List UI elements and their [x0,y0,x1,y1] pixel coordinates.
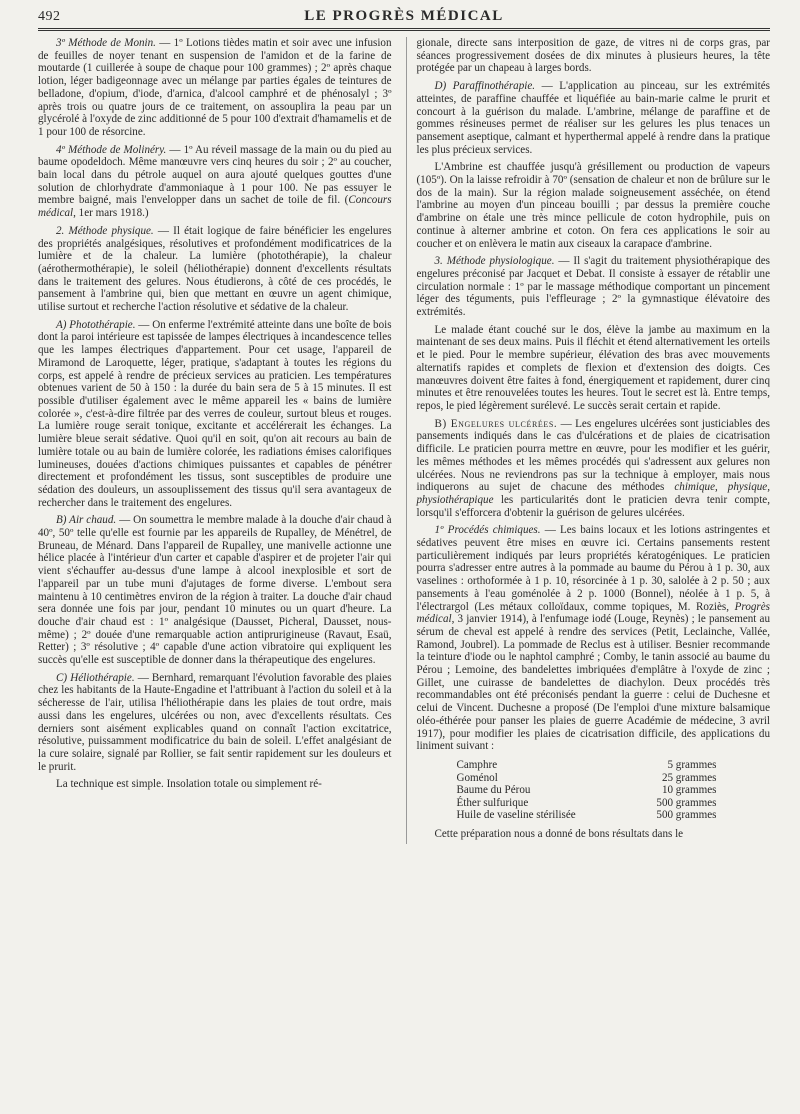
recipe-quantity: 5 grammes [667,758,717,771]
text-engelures-ulcerees: — Les engelures ulcérées sont justiciables des pansements indiqués dans le cas d'ulcérations et de plaies de cicatrisation difficile. Le praticien pourra mettre en œuvre, pour les modifier et les guérir, les mêmes méthodes et les mêmes procédés qui s'adressent aux gelures non ulcérées. Nous ne reviendrons pas sur la technique à employer, mais nous indiquerons au sujet de chacune des méthodes [416,417,771,494]
text-methodes-italic: chimique, physique, physiothérapique [416,481,770,506]
paragraph-malade-couche [416,324,770,413]
text-continuation: gionale, directe sans interposition de gaze, de vitres ni de corps gras, par séances progressivement dosées de dix minutes à plusieurs heures, la tête protégée par un chapeau à larges bords. [416,37,770,75]
recipe-ingredient: Baume du Pérou [456,784,531,797]
recipe-quantity: 500 grammes [656,809,717,822]
paragraph-monin [38,37,392,139]
heading-engelures-ulcerees: B) Engelures ulcérées. [434,417,558,430]
text-molinery-end: , 1er mars 1918.) [73,207,149,220]
recipe-row [456,797,716,810]
paragraph-air-chaud [38,514,392,666]
recipe-ingredient: Éther sulfurique [456,796,529,809]
text-malade-couche: Le malade étant couché sur le dos, élève la jambe au maximum en la maintenant de ses deux mains. Puis il fléchit et étend alternativement les orteils et le pied. Pour le membre supérieur, élévation des bras avec mouvements alternatifs rapides et complets de flexion et d'extension des doigts. Ces manœuvres doivent être faites à fond, énergiquement et rapidement, durer cinq minutes et être renouvelées toutes les heures. Tout le secret est là. Entre temps, repos, le pied légèrement surélevé. Le succès serait certain et rapide. [416,323,770,412]
heading-air-chaud: B) Air chaud. [56,514,117,527]
citation-concours: Concours médical [38,194,392,220]
two-column-body [38,37,770,844]
text-air-chaud: — On soumettra le membre malade à la douche d'air chaud à 40º, 50º telle qu'elle est fournie par les appareils de Rupalley, de Ménétrel, de Bruneau, de Ménard. Dans l'appareil de Rupalley, une manivelle actionne une hélice placée à l'intérieur d'un carter et capable d'aspirer et de projeter l'air qui vient s'échauffer au-dessus d'une lampe à alcool inexplosible et sort de l'appareil par un tube muni d'ajutages de forme diverse. L'embout sera maintenu à 10 centimètres environ de la région à traiter. La douche d'air chaud sera donnée une fois par jour, pendant 10 minutes ou un quart d'heure. La douche d'air chaud est : 1º analgésique (Dausset, Picheral, Dausset, nous-même) ; 2º douée d'une remarquable action antiprurigineuse (Ravaut, Esaü, Retter) ; 3º résolutive ; 4º capable d'une action vibratoire qui expliquent les succès qu'elle est susceptible de donner dans la thérapeutique des engelures. [38,514,392,667]
running-header [38,6,770,31]
text-phototherapie: — On enferme l'extrémité atteinte dans une boîte de bois dont la paroi intérieure est tapissée de lampes électriques à incandescence telles que les lampes électriques d'appartement. Pour cet usage, l'appareil de Miramond de Laroquette, léger, pratique, s'adaptant à toutes les régions du corps, est appelé à rendre de précieux services au praticien. Les températures obtenues varient de 50 à 150 : la durée du bain sera de 5 à 15 minutes. Il est possible d'utiliser également avec le même appareil les « bains de lumière colorée », c'est-à-dire filtrée par des verres de couleur, surtout bleus et rouges. La lumière rouge serait tonique, excitante et accélérerait les échanges. La lumière bleue serait sédative. Quoi qu'il en soit, qu'on ait recours au bain de lumière totale ou au bain de lumière colorée, les radiations émises calorifiques lumineuses, douées d'actions chimiques puissantes et capables de pénétrer directement et profondément les tissus, sont susceptibles de produire une sédation des douleurs, un assouplissement des tissus qu'il sera avantageux de rechercher dans le traitement des engelures. [38,318,392,509]
left-column [38,37,400,844]
text-molinery: — 1º Au réveil massage de la main ou du pied au baume opodeldoch. Même manœuvre vers cinq heures du soir ; 2º au coucher, bain local dans du pétrole auquel on aura ajouté quelques gouttes d'une solution de chlorhydrate d'ammoniaque à 1 pour 100. Ne pas essuyer le membre baigné, mais l'envelopper dans un sachet de toile de fil. ( [38,143,392,207]
paragraph-paraffinotherapie [416,80,770,156]
paragraph-continuation [416,37,770,75]
text-engelures-ulcerees-end: les particularités dont le praticien devra tenir compte, lorsqu'il s'efforcera d'obtenir la guérison de gelures ulcérées. [416,493,770,519]
recipe-quantity: 500 grammes [656,796,717,809]
paragraph-phototherapie [38,319,392,510]
text-preparation: Cette préparation nous a donné de bons résultats dans le [434,827,684,840]
recipe-ingredient: Goménol [456,771,498,784]
text-ambrine: L'Ambrine est chauffée jusqu'à grésillement ou production de vapeurs (105º). On la laisse refroidir à 70º (sensation de chaleur et non de brûlure sur le dos de la main). Sur la région malade soigneusement asséchée, on étend l'ambrine au moyen d'un pinceau bouilli ; par dessus la première couche d'ambrine on étale une très mince pellicule de coton hydrophile, puis on continue à alterner ambrine et coton. On fera ces applications le soir au coucher et on enlèvera le matin aux ciseaux la carapace d'ambrine. [416,161,770,250]
text-monin: — 1º Lotions tièdes matin et soir avec une infusion de feuilles de noyer tenant en suspension de l'amidon et de la farine de moutarde (1 cuillerée à soupe de chaque pour 100 grammes) ; 2º après chaque lotion, léger badigeonnage avec un mélange par parties égales de teintures de belladone, d'opium, d'iode, d'arnica, d'alcool camphré et de phénosalyl ; 3º après trois ou quatre jours de ce traitement, on assouplira la peau par un glycérolé à l'oxyde de zinc additionné de 5 pour 100 d'extrait d'hamamelis et de 1 pour 100 de résorcine. [38,37,392,138]
paragraph-preparation [416,828,770,841]
column-divider [406,37,407,844]
text-paraffinotherapie: — L'application au pinceau, sur les extrémités atteintes, de paraffine chauffée et liquéfiée au bain-marie calme le prurit et concourt à la guérison du malade. L'ambrine, mélange de paraffine et de gommes résineuses permet de réaliser sur les gelures les plus tenaces un pansement aseptique, calmant et hyperthermal appelé à rendre dans la pratique les plus précieux services. [416,80,770,156]
heading-methode-physiologique: 3. Méthode physiologique. [434,255,555,268]
text-procedes-chimiques-end: , 3 janvier 1914), à l'enfumage iodé (Louge, Reynès) ; le pansement au sérum de cheval est appelé à rendre des services (Petit, Leclainche, Vallée, Ramond, Joubrel). La pommade de Reclus est à utiliser. Besnier recommande la teinture d'iode ou le naphtol camphré ; Comby, le tanin associé au baume du Pérou ; Lemoine, des bandelettes imbriquées d'emplâtre à l'oxyde de zinc ; Gillet, une cuirasse de bandelettes de diachylon. Deux procédés très recommandables ont été préconisés pendant la guerre : celui de Duchesne et celui de Vincent. Duchesne a proposé (De l'emploi d'une mixture balsamique oléo-éthérée pour panser les plaies de guerre Académie de médecine, 3 avril 1917), pour modifier les plaies de cicatrisation difficile, des applications du liniment suivant : [416,613,770,753]
recipe-table [456,759,716,822]
recipe-ingredient: Camphre [456,758,498,771]
recipe-quantity: 25 grammes [661,771,717,784]
paragraph-technique [38,778,392,791]
paragraph-procedes-chimiques [416,524,770,753]
heading-paraffinotherapie: D) Paraffinothérapie. [434,80,536,93]
recipe-row [456,784,716,797]
page-number: 492 [38,9,61,24]
recipe-row [456,809,716,822]
text-methode-physique: — Il était logique de faire bénéficier les engelures des propriétés analgésiques, résolutives et profondément modificatrices de la lumière et de la chaleur. La lumière (photothérapie), la chaleur (aérothermothérapie), le soleil (héliothérapie) donnent d'excellents résultats dans le traitement des gelures. Nous étudierons, à côté de ces procédés, le pansement à l'ambrine qui, bien que mettant en œuvre un agent chimique, utilise surtout et recherche l'action résolutive et sédative de la chaleur. [38,224,392,314]
paragraph-engelures-ulcerees [416,418,770,520]
heading-heliotherapie: C) Héliothérapie. [56,671,135,684]
recipe-row [456,772,716,785]
heading-procedes-chimiques: 1º Procédés chimiques. [434,524,541,537]
citation-progres-medical: Progrès médical [416,600,770,626]
paragraph-molinery [38,144,392,220]
paragraph-ambrine [416,161,770,250]
heading-molinery: 4º Méthode de Molinéry. [56,143,167,156]
paragraph-methode-physique [38,225,392,314]
heading-phototherapie: A) Photothérapie. [56,318,136,331]
recipe-row [456,759,716,772]
text-heliotherapie: — Bernhard, remarquant l'évolution favorable des plaies chez les habitants de la Haute-Engadine et l'attribuant à l'action du soleil et à la sécheresse de l'air, utilisa l'héliothérapie dans les plaies de tout ordre, mais aussi dans les engelures, ulcérées ou non, avec d'excellents résultats. Ces derniers sont aisément explicables quand on connaît l'action excitatrice, résolutive, puissamment modificatrice du bain de soleil. L'effet analgésiant de la cure solaire, signalé par Rollier, se fait sentir rapidement sur les douleurs et le prurit. [38,671,392,773]
heading-monin: 3º Méthode de Monin. [56,37,156,49]
recipe-quantity: 10 grammes [661,784,717,797]
heading-methode-physique: 2. Méthode physique. [56,224,154,237]
text-methode-physiologique: — Il s'agit du traitement physiothérapique des engelures préconisé par Jacquet et Debat. Il consiste à essayer de rétablir une circulation normale : 1º par le massage méthodique comportant un pincement léger des téguments, puis l'effleurage ; 2º la gymnastique élévatoire des extrémités. [416,255,770,319]
paragraph-methode-physiologique [416,255,770,319]
text-technique: La technique est simple. Insolation totale ou simplement ré- [56,778,322,791]
recipe-ingredient: Huile de vaseline stérilisée [456,809,576,822]
right-column [412,37,770,844]
text-procedes-chimiques: — Les bains locaux et les lotions astringentes et sédatives peuvent être mises en œuvre ici. Certains pansements restent particulièrement indiqués par leurs propriétés kératogéniques. Le praticien pourra s'adresser entre autres à la pommade au baume du Pérou à 1 p. 30, aux vaselines : orthoformée à 1 p. 10, résorcinée à 1 p. 30, salolée à 2 p. 50 ; aux pansements à l'eau goménolée à 2 p. 1000 (Bonnel), néolée à 1 p. 5, à l'électrargol (Les métaux colloïdaux, comme topiques, M. Roziès, [416,524,771,613]
paragraph-heliotherapie [38,672,392,774]
journal-title: LE PROGRÈS MÉDICAL [304,8,504,24]
